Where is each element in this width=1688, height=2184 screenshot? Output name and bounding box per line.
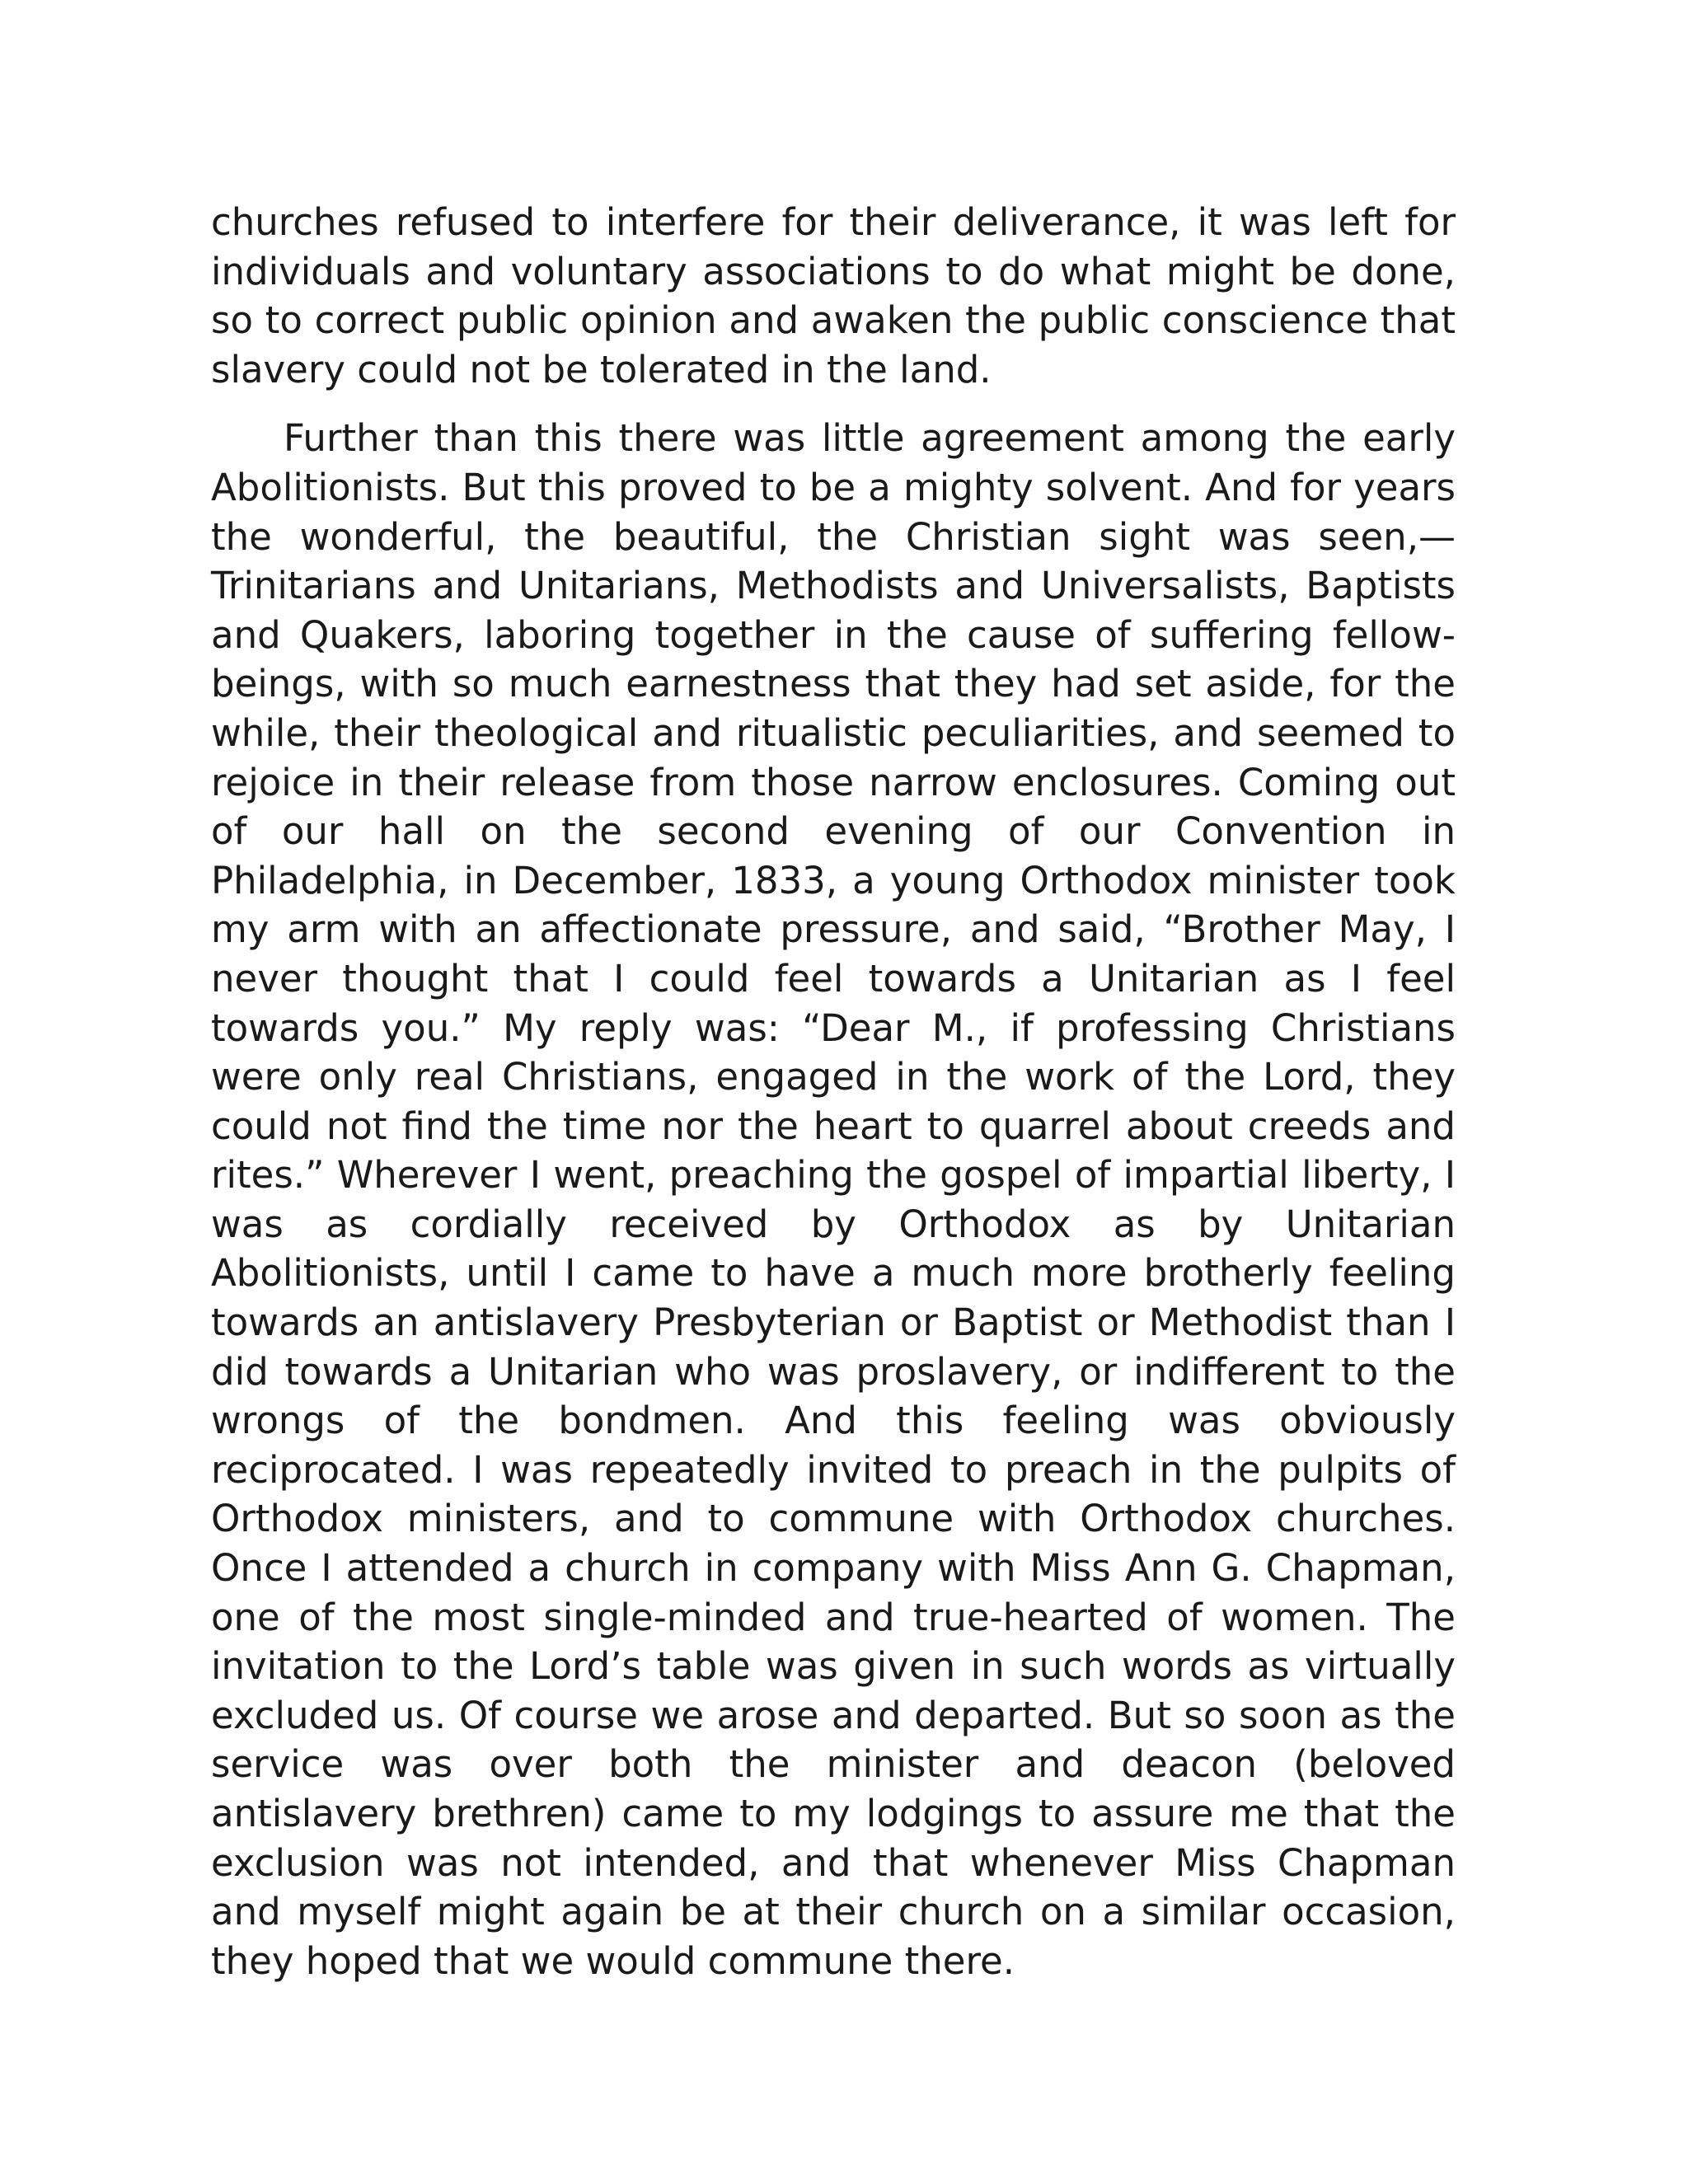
paragraph-abolitionists: Further than this there was little agreement among the early Abolitionists. But this proved to be a mighty solvent. And for years the wonderful, the beautiful, the Christian sight was seen,—Trinitarians and Unitarians, Methodists and Universalists, Baptists and Quakers, laboring together in the cause of suffering fellow-beings, with so much earnestness that they had set aside, for the while, their theological and ritualistic peculiarities, and seemed to rejoice in their release from those narrow enclosures. Coming out of our hall on the second evening of our Convention in Philadelphia, in December, 1833, a young Orthodox minister took my arm with an affectionate pressure, and said, “Brother May, I never thought that I could feel towards a Unitarian as I feel towards you.” My reply was: “Dear M., if professing Christians were only real Christians, engaged in the work of the Lord, they could not find the time nor the heart to quarrel about creeds and rites.” Wherever I went, preaching the gospel of impartial liberty, I was as cordially received by Orthodox as by Unitarian Abolitionists, until I came to have a much more brotherly feeling towards an antislavery Presbyterian or Baptist or Methodist than I did towards a Unitarian who was proslavery, or indifferent to the wrongs of the bondmen. And this feeling was obviously reciprocated. I was repeatedly invited to preach in the pulpits of Orthodox ministers, and to commune with Orthodox churches. Once I attended a church in company with Miss Ann G. Chapman, one of the most single-minded and true-hearted of women. The invitation to the Lord’s table was given in such words as virtually excluded us. Of course we arose and departed. But so soon as the service was over both the minister and deacon (beloved antislavery brethren) came to my lodgings to assure me that the exclusion was not intended, and that whenever Miss Chapman and myself might again be at their church on a similar occasion, they hoped that we would commune there. [211, 416, 1456, 1983]
document-page [211, 198, 1456, 1985]
paragraph-continuation: churches refused to interfere for their deliverance, it was left for individuals and voluntary associations to do what might be done, so to correct public opinion and awaken the public conscience that slavery could not be tolerated in the land. [211, 200, 1456, 391]
